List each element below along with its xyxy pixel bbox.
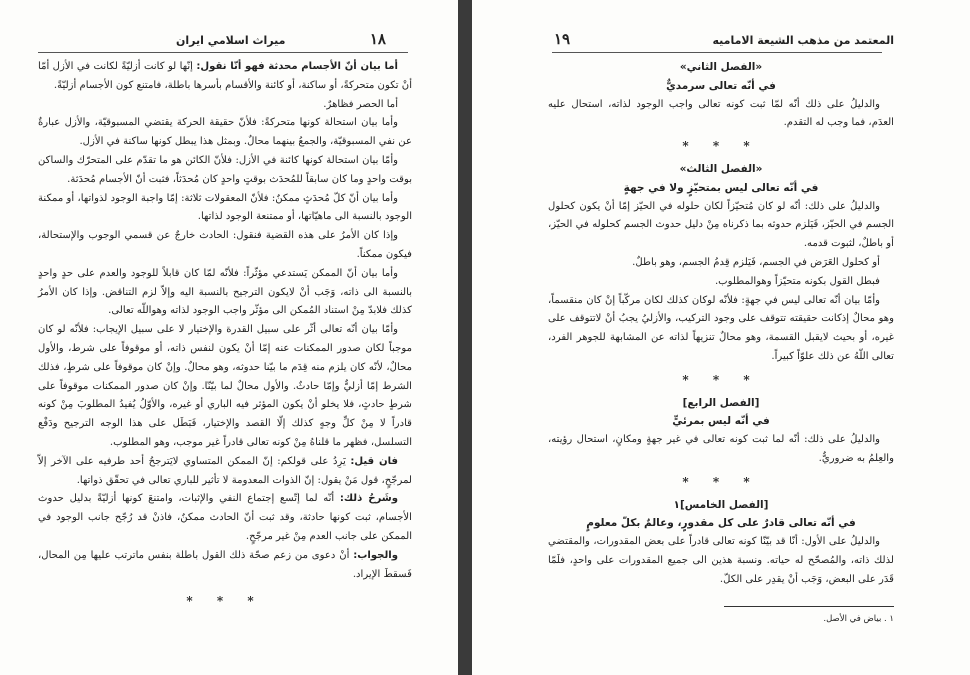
paragraph-text: أما الحصر فظاهرٌ. xyxy=(323,98,398,110)
right-header-rule xyxy=(552,52,882,53)
right-page-number: ١٩ xyxy=(554,30,571,48)
right-page xyxy=(472,0,970,675)
right-paragraph: أو كحلول العَرَض في الجسم، فَيَلزم قِدمُ الجسم، وهو باطلٌ. xyxy=(632,256,880,268)
paragraph-text: أنْ دعوى من زعم صحّة ذلك القول باطلة بنفس ماترتب عليها مِن المحال، فَسقطَ الإيراد. xyxy=(38,549,412,580)
paragraph-lead: وشَرحُ ذلك: xyxy=(339,493,398,505)
section-separator-stars: * * * xyxy=(682,474,760,489)
paragraph-text: وإذا كان الأمرُ على هذه القضية فنقول: الحادث خارجٌ عن قسمي الوجوب والإستحالة، فيكون ممكناً. xyxy=(38,230,412,260)
chapter-title: «الفصل الثاني» xyxy=(679,61,763,73)
right-page-body xyxy=(548,58,894,625)
left-paragraph xyxy=(38,190,412,228)
left-paragraph xyxy=(38,265,412,321)
paragraph-lead: فان قيل: xyxy=(350,455,398,467)
chapter-title: [الفصل الخامس]١ xyxy=(673,498,769,511)
section-separator-stars: * * * xyxy=(186,594,264,609)
chapter-title: [الفصل الرابع] xyxy=(682,396,760,409)
left-paragraph xyxy=(38,490,412,546)
paragraph-text: إنّها لو كانت أزليّةً لكانت في الأزل أمّا أنْ تكون متحركةً، أو ساكنة، أو كائنة والأقسام بأسرها باطلة، فامتنع كون الأجسام أزليّةً. xyxy=(38,61,412,91)
chapter-title: «الفصل الثالث» xyxy=(679,162,763,175)
right-paragraph: والدليلُ على ذلك أنّه لمّا ثبت كونه تعالى واجب الوجود لذاته، استحال عليه العدَم، فما وجب له التقدم. xyxy=(548,98,894,129)
chapter-title: في أنّه ليس بمرئيٍّ xyxy=(672,415,770,428)
paragraph-text: وأما بيان أنّ الممكن يَستدعي مؤثّراً: فلأنّه لمّا كان قابلاً للوجود والعدم على حدٍ واحدٍ بالنسبة الى ذاته، وَجَب أنْ لايكون الترجيح بالنسبة اليه وإلاّ لزم التناقض. وإذا كان الأمرُ كذلك فلابدّ مِنْ استناد المُمكن الى مؤثّر واجب الوجود لذاته وهواللّه تعالى. xyxy=(38,267,412,317)
left-paragraph xyxy=(38,321,412,453)
paragraph-text: وأما بيان أنّ كلّ مُحدَثٍ ممكنٌ: فلأنّ المعقولات ثلاثة: إمّا واجبة الوجود لذواتها، أو ممكنة الوجود بالنسبة الى ماهيّاتها، أو ممتنعة الوجود لذاتها. xyxy=(38,192,412,223)
section-separator-stars: * * * xyxy=(682,139,760,154)
footnote: ١ . بياض في الأصل. xyxy=(823,613,894,624)
paragraph-text: وأمّا بيان استحالة كونها كائنة في الأزل: فلأنّ الكائن هو ما تقدّم على المتحرّك والساكن بوقت واحدٍ وما كان سابقاً للمُحدَث بوقتٍ واحدٍ كان مُحدَثاً، فثبت أنّ الأجسام مُحدَثة. xyxy=(38,154,412,185)
left-paragraph xyxy=(38,547,412,585)
right-paragraph: والدليلُ على الأول: أنّا قد بيّنّا كونه تعالى قادراً على بعض المقدورات، والمقتضي لذلك ذاته، والمُصحّح له حياته. ونسبة هذين الى جميع المقدورات على واحدٍ، فلَمّا قَدَر على البعض، وَجَب أنْ يقدِر على الكلّ. xyxy=(548,536,894,585)
right-paragraph: والدليلُ على ذلك: أنّه لما ثبت كونه تعالى في غير جهةٍ ومكانٍ، استحال رؤيته، والعِلمُ به ضروريٌّ. xyxy=(548,434,894,464)
paragraph-lead: والجواب: xyxy=(353,549,398,561)
paragraph-lead: أما بيان أنّ الأجسام محدثة فهو أنّا نقول: xyxy=(196,61,398,72)
left-page-number: ١٨ xyxy=(369,30,386,48)
left-header-rule xyxy=(38,52,408,53)
paragraph-text: وأما بيان استحالة كونها متحركةً: فلأنّ حقيقة الحركة يقتضي المسبوقيّة، والأزل عبارةٌ عن نفي المسبوقيّة، والجمعُ بينهما محالٌ. وبمثل هذا يبطل كونها ساكنة في الأزل. xyxy=(38,117,412,148)
chapter-title: في أنّه تعالى ليس بمتحيّزٍ ولا في جهةٍ xyxy=(623,181,819,194)
book-spine xyxy=(458,0,472,675)
chapter-title: في أنّه تعالى سرمديٌّ xyxy=(666,79,776,92)
right-paragraph: وأمّا بيان أنّه تعالى ليس في جهةٍ: فلأنّه لوكان كذلك لكان مركّباً إنْ كان منقسماً، وهو محالٌ إذكانت حقيقته تتوقف على وجود التركيب، والأزليُ يجبُ أنْ لاتتوقف على غيره، أو بحيث لايقبل القسمة، وهو محالٌ تنزيهاً لذاته عن المشابهة للجوهر الفرد، تعالى اللّهُ عن ذلك علوّاً كبيراً. xyxy=(548,294,894,362)
left-paragraph xyxy=(38,152,412,190)
paragraph-text: أنّه لما إتّسع إجتماع النفي والإثبات، وامتنعَ كونها أزليّةً بدليل حدوث الأجسام، ثبت كونها حادثة، وقد ثبت أنّ الحادث ممكنٌ، فاذنْ قد رُجّح جانب الوجود في الممكن على جانب العدم مِنْ غير مرجّحٍ. xyxy=(38,493,412,542)
chapter-title: في أنّه تعالى قادرٌ على كل مقدورٍ، وعالمٌ بكلّ معلومٍ xyxy=(586,517,856,530)
left-paragraph xyxy=(38,227,412,265)
paragraph-text: يَرِدُ على قولكم: إنّ الممكن المتساوي لايَترجحُ أحد طرفيه على الآخر إلاّ لمرجّحٍ، قول مَنْ يقول: إنّ الذوات المعدومة لا تأثير للباري تعالى في تحقّق ذواتها. xyxy=(38,455,412,486)
left-running-header: ميراث اسلامي ايران xyxy=(176,34,286,47)
footnote-rule xyxy=(724,606,894,607)
left-page xyxy=(0,0,458,675)
right-paragraph: والدليلُ على ذلك: أنّه لو كان مُتحيّزاً لكان حلوله في الحيّز إمّا أنْ يكون كحلول الجسم في الحيّز، فَيَلزم حدوثه بما ذكرناه مِنْ دليل حدوث الجسم كحلوله في الحيّز، أو باطلٌ، لثبوت قدمه. xyxy=(548,200,894,250)
right-running-header: المعتمد من مذهب الشيعة الاماميه xyxy=(712,34,894,47)
right-paragraph: فبطل القول بكونه متحيّزاً وهوالمطلوب. xyxy=(714,275,880,287)
left-paragraph xyxy=(38,453,412,491)
left-paragraph xyxy=(38,114,412,152)
paragraph-text: وأمّا بيان أنّه تعالى أثّر على سبيل القدرة والإختيار لا على سبيل الإيجاب: فلأنّه لو كان موجباً لكان صدور الممكنات عنه إمّا أنْ يكون لنفس ذاته، أو موقوفاً على شرط، والأول محالٌ، لأنّه كان يلزم منه قِدَم ما بيّنا حدوثه، وهو محالٌ. وإنْ كان موقوفاً على شرطٍ، فذلك الشرط إمّا أزليٌّ وإمّا حادثٌ. والأول محالٌ لما بيّنّا. وإنْ كان صدور الممكنات موقوفاً على شرطٍ حادثٍ، فلا يخلو أنْ يكون المؤثر فيه الباري أو غيره، والأوّلُ يُفيدُ المطلوبَ مِنْ كونه قادراً لا مِنْ كلِّ وجهٍ كذلك إلّا القصد والإختيار، فَبَطَل على هذا الوجه الترجيح ودَفْع التسلسل، فظهر ما قلناهُ مِنْ كونه تعالى قادراً غير موجب، وهو المطلوب. xyxy=(38,324,412,448)
left-paragraph xyxy=(38,96,412,115)
left-paragraph xyxy=(38,58,412,96)
left-page-body xyxy=(38,58,412,611)
section-separator-stars: * * * xyxy=(682,372,760,387)
